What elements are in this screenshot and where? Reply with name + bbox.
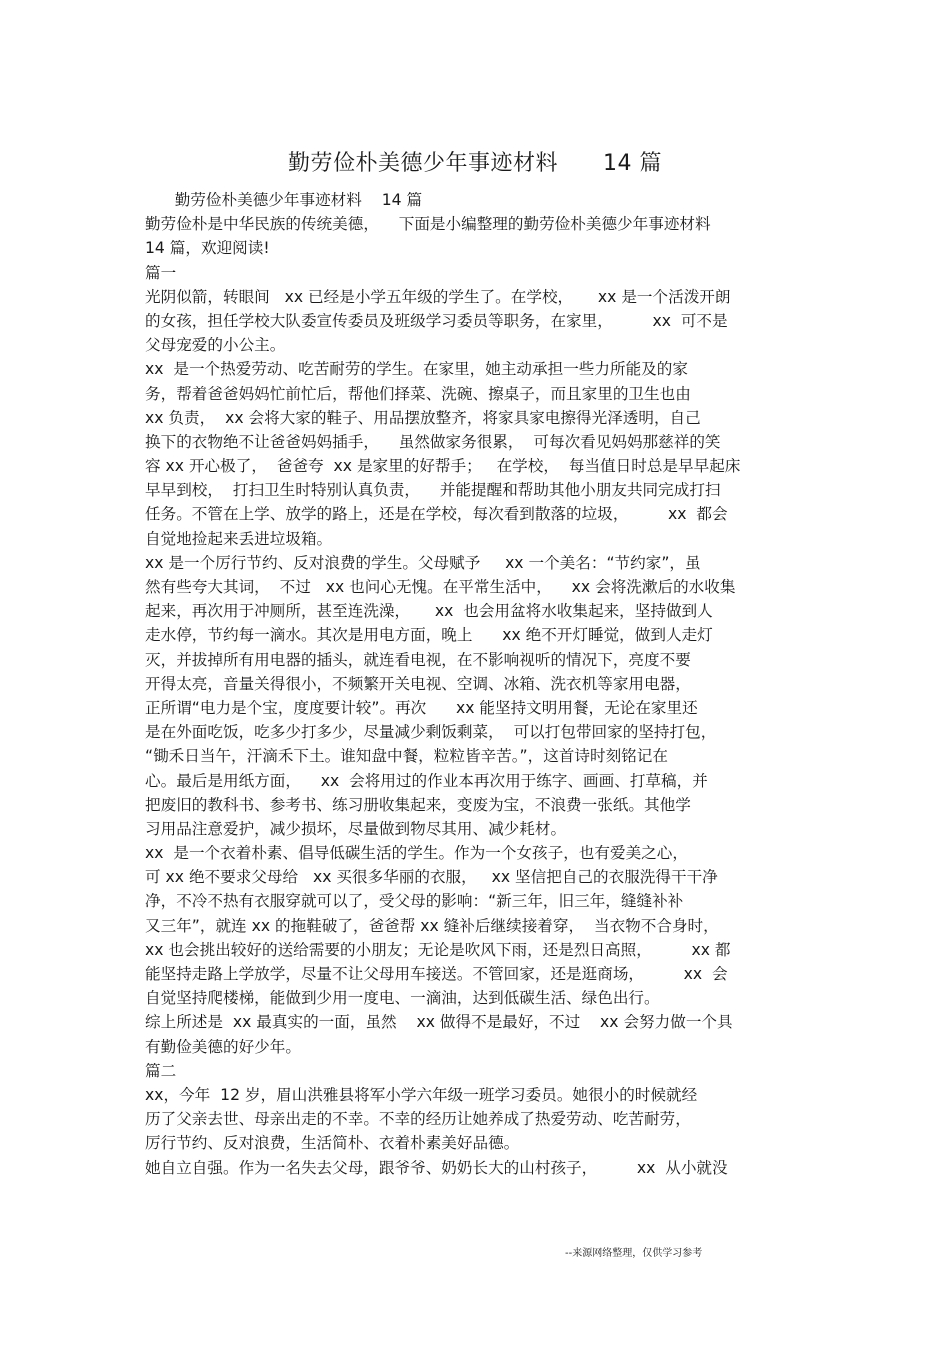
text-line: xx 是一个厉行节约、反对浪费的学生。父母赋予 xx 一个美名：“节约家”，虽: [145, 553, 701, 572]
text-line: 又三年”，就连 xx 的拖鞋破了，爸爸帮 xx 缝补后继续接着穿， 当衣物不合身时，: [145, 916, 719, 935]
text-line: 起来，再次用于冲厕所，甚至连洗澡， xx 也会用盆将水收集起来，坚持做到人: [145, 602, 713, 621]
text-line: 自觉地捡起来丢进垃圾箱。: [145, 529, 333, 548]
text-line: 开得太亮，音量关得很小，不频繁开关电视、空调、冰箱、洗衣机等家用电器，: [145, 674, 691, 693]
text-line: 父母宠爱的小公主。: [145, 336, 286, 355]
text-line: 任务。不管在上学、放学的路上，还是在学校，每次看到散落的垃圾， xx 都会: [145, 505, 728, 524]
text-line: 能坚持走路上学放学，尽量不让父母用车接送。不管回家，还是逛商场， xx 会: [145, 965, 728, 983]
text-line: xx 是一个衣着朴素、倡导低碳生活的学生。作为一个女孩子，也有爱美之心，: [145, 844, 688, 863]
text-line: 有勤俭美德的好少年。: [145, 1037, 301, 1056]
document-title: 勤劳俭朴美德少年事迹材料 14 篇: [288, 151, 662, 176]
text-line: 篇二: [145, 1061, 177, 1080]
text-line: 是在外面吃饭，吃多少打多少，尽量减少剩饭剩菜， 可以打包带回家的坚持打包，: [145, 723, 717, 742]
text-line: 灭，并拔掉所有用电器的插头，就连看电视，在不影响视听的情况下，亮度不要: [145, 650, 691, 669]
text-line: 勤劳俭朴是中华民族的传统美德， 下面是小编整理的勤劳俭朴美德少年事迹材料: [145, 215, 711, 234]
text-line: 正所谓“电力是个宝，度度要计较”。再次 xx 能坚持文明用餐，无论在家里还: [145, 698, 698, 717]
text-line: 心。最后是用纸方面， xx 会将用过的作业本再次用于练字、画画、打草稿，并: [145, 771, 708, 790]
text-line: 习用品注意爱护，减少损坏，尽量做到物尽其用、减少耗材。: [145, 819, 567, 838]
text-line: xx 负责， xx 会将大家的鞋子、用品摆放整齐，将家具家电擦得光泽透明，自己: [145, 408, 701, 427]
text-line: 综上所述是 xx 最真实的一面，虽然 xx 做得不是最好，不过 xx 会努力做一个具: [145, 1013, 733, 1032]
text-line: 的女孩，担任学校大队委宣传委员及班级学习委员等职务，在家里， xx 可不是: [145, 311, 728, 330]
text-line: 历了父亲去世、母亲出走的不幸。不幸的经历让她养成了热爱劳动、吃苦耐劳，: [145, 1110, 691, 1129]
text-line: 厉行节约、反对浪费，生活简朴、衣着朴素美好品德。: [145, 1134, 520, 1153]
text-line: 务，帮着爸爸妈妈忙前忙后，帮他们择菜、洗碗、擦桌子，而且家里的卫生也由: [145, 384, 691, 403]
text-line: xx，今年 12 岁，眉山洪雅县将军小学六年级一班学习委员。她很小的时候就经: [145, 1085, 698, 1104]
text-line: 她自立自强。作为一名失去父母，跟爷爷、奶奶长大的山村孩子， xx 从小就没: [145, 1158, 728, 1177]
text-line: 自觉坚持爬楼梯，能做到少用一度电、一滴油，达到低碳生活、绿色出行。: [145, 989, 660, 1008]
text-line: 可 xx 绝不要求父母给 xx 买很多华丽的衣服， xx 坚信把自己的衣服洗得干干净: [145, 868, 718, 887]
text-line: “锄禾日当午，汗滴禾下土。谁知盘中餐，粒粒皆辛苦。”，这首诗时刻铭记在: [145, 747, 668, 766]
text-line: 换下的衣物绝不让爸爸妈妈插手， 虽然做家务很累， 可每次看见妈妈那慈祥的笑: [145, 432, 721, 451]
text-line: 然有些夸大其词， 不过 xx 也问心无愧。在平常生活中， xx 会将洗漱后的水收集: [145, 578, 736, 596]
text-line: 早早到校， 打扫卫生时特别认真负责， 并能提醒和帮助其他小朋友共同完成打扫: [145, 481, 721, 500]
text-line: 净，不冷不热有衣服穿就可以了，受父母的影响：“新三年，旧三年，缝缝补补: [145, 892, 684, 911]
text-line: 光阴似箭，转眼间 xx 已经是小学五年级的学生了。在学校， xx 是一个活泼开朗: [145, 287, 731, 306]
text-line: 14 篇，欢迎阅读!: [145, 239, 270, 258]
document-body: [145, 188, 810, 1180]
text-line: 把废旧的教科书、参考书、练习册收集起来，变废为宝，不浪费一张纸。其他学: [145, 795, 691, 814]
text-line: 勤劳俭朴美德少年事迹材料 14 篇: [145, 191, 423, 209]
text-line: 篇一: [145, 263, 177, 282]
text-line: 走水停，节约每一滴水。其次是用电方面，晚上 xx 绝不开灯睡觉，做到人走灯: [145, 626, 713, 645]
text-line: 容 xx 开心极了， 爸爸夸 xx 是家里的好帮手； 在学校， 每当值日时总是早早起床: [145, 457, 741, 476]
text-line: xx 是一个热爱劳动、吃苦耐劳的学生。在家里，她主动承担一些力所能及的家: [145, 360, 688, 379]
text-line: xx 也会挑出较好的送给需要的小朋友；无论是吹风下雨，还是烈日高照， xx 都: [145, 940, 731, 959]
page-footer: --来源网络整理，仅供学习参考: [565, 1248, 703, 1259]
